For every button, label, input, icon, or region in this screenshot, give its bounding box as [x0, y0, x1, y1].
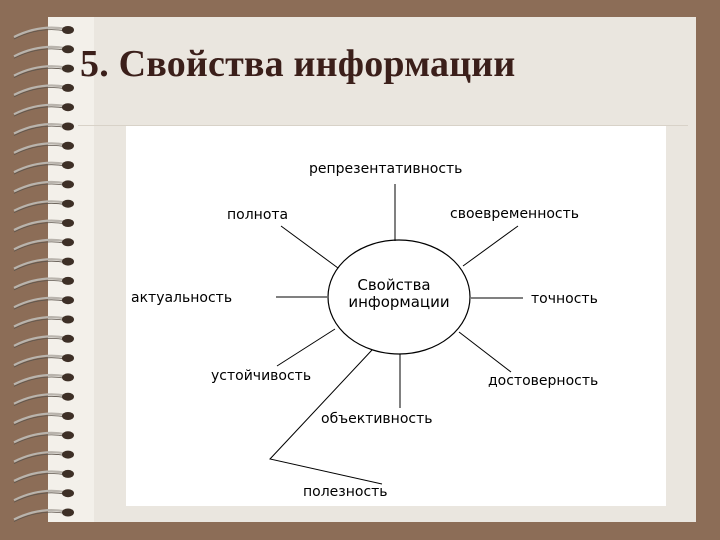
property-label: своевременность	[450, 206, 580, 222]
property-label: объективность	[321, 411, 433, 427]
binding-ring	[14, 470, 74, 483]
binding-ring	[14, 45, 74, 58]
connector-line	[463, 226, 518, 266]
binding-ring	[14, 316, 74, 329]
center-label-line1: Свойства	[357, 276, 431, 294]
binding-ring	[14, 180, 74, 193]
binding-ring	[14, 26, 74, 39]
binding-ring	[14, 393, 74, 406]
binding-ring	[14, 258, 74, 271]
property-label: устойчивость	[211, 368, 312, 384]
binding-ring	[14, 123, 74, 136]
property-label: полезность	[303, 484, 388, 500]
binding-ring	[14, 219, 74, 232]
binding-ring	[14, 451, 74, 464]
binding-ring	[14, 200, 74, 213]
connector-line	[281, 226, 338, 268]
binding-ring	[14, 489, 74, 502]
diagram-panel	[126, 126, 666, 506]
binding-ring	[14, 431, 74, 444]
binding-ring	[14, 65, 74, 78]
binding-ring	[14, 509, 74, 522]
binding-ring	[14, 296, 74, 309]
property-label: полнота	[227, 207, 289, 223]
binding-ring	[14, 373, 74, 386]
properties-diagram	[126, 126, 666, 506]
slide-title: 5. Свойства информации	[80, 43, 516, 85]
binding-ring	[14, 142, 74, 155]
property-label: точность	[531, 291, 598, 307]
property-label: репрезентативность	[309, 161, 463, 177]
binding-ring	[14, 84, 74, 97]
spiral-binding-icon	[0, 0, 90, 540]
center-label-line2: информации	[348, 293, 450, 311]
binding-ring	[14, 412, 74, 425]
binding-ring	[14, 354, 74, 367]
connector-line	[277, 329, 335, 366]
binding-ring	[14, 103, 74, 116]
connector-line	[459, 332, 511, 372]
property-label: актуальность	[131, 290, 233, 306]
binding-ring	[14, 277, 74, 290]
binding-ring	[14, 335, 74, 348]
property-label: достоверность	[488, 373, 599, 389]
binding-ring	[14, 238, 74, 251]
binding-ring	[14, 161, 74, 174]
